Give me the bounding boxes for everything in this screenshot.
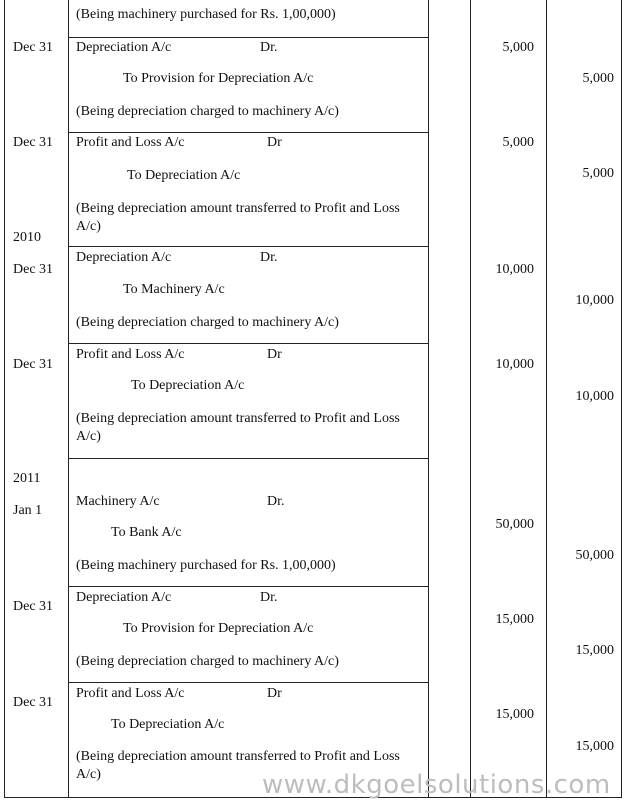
debit-amount: 5,000 <box>502 135 534 150</box>
entry-separator <box>68 37 428 38</box>
debit-account: Profit and Loss A/c <box>76 347 185 362</box>
debit-account: Depreciation A/c <box>76 590 172 605</box>
entry-date: Dec 31 <box>13 262 54 277</box>
credit-account: To Depreciation A/c <box>111 717 225 732</box>
credit-account: To Provision for Depreciation A/c <box>123 71 314 86</box>
debit-amount: 5,000 <box>502 40 534 55</box>
entry-date: Dec 31 <box>13 40 54 55</box>
debit-amount: 50,000 <box>495 517 534 532</box>
entry-narration: (Being depreciation charged to machinery A/c) <box>76 654 339 669</box>
dr-marker: Dr <box>267 347 282 362</box>
entry-separator <box>68 586 428 587</box>
entry-date: Dec 31 <box>13 695 54 710</box>
credit-account: To Depreciation A/c <box>127 168 241 183</box>
column-rule-date <box>68 0 69 798</box>
credit-amount: 5,000 <box>582 166 614 181</box>
credit-amount: 10,000 <box>575 293 614 308</box>
credit-account: To Bank A/c <box>111 525 182 540</box>
dr-marker: Dr. <box>260 590 278 605</box>
debit-account: Depreciation A/c <box>76 250 172 265</box>
credit-amount: 5,000 <box>582 71 614 86</box>
debit-account: Machinery A/c <box>76 494 160 509</box>
entry-date: Dec 31 <box>13 135 54 150</box>
entry-narration: (Being depreciation amount transferred to Profit and Loss A/c) <box>76 411 400 444</box>
watermark: www.dkgoelsolutions.com <box>262 770 611 800</box>
entry-separator <box>68 343 428 344</box>
column-rule-particulars <box>428 0 429 798</box>
debit-amount: 15,000 <box>495 612 534 627</box>
debit-amount: 15,000 <box>495 707 534 722</box>
entry-date: Dec 31 <box>13 357 54 372</box>
dr-marker: Dr. <box>267 494 285 509</box>
credit-amount: 10,000 <box>575 389 614 404</box>
entry-narration: (Being depreciation amount transferred to Profit and Loss A/c) <box>76 201 400 234</box>
credit-amount: 15,000 <box>575 643 614 658</box>
dr-marker: Dr <box>267 135 282 150</box>
credit-amount: 15,000 <box>575 739 614 754</box>
debit-account: Profit and Loss A/c <box>76 686 185 701</box>
dr-marker: Dr. <box>260 40 278 55</box>
entry-narration: (Being depreciation charged to machinery A/c) <box>76 104 339 119</box>
entry-separator <box>68 682 428 683</box>
table-border-right <box>621 0 622 798</box>
dr-marker: Dr. <box>260 250 278 265</box>
entry-narration: (Being machinery purchased for Rs. 1,00,000) <box>76 7 336 22</box>
entry-year: 2011 <box>13 471 41 486</box>
entry-narration: (Being depreciation charged to machinery A/c) <box>76 315 339 330</box>
table-border-left <box>4 0 5 798</box>
entry-separator <box>68 458 428 459</box>
entry-date: Jan 1 <box>13 503 43 518</box>
entry-narration: (Being machinery purchased for Rs. 1,00,000) <box>76 558 336 573</box>
debit-account: Depreciation A/c <box>76 40 172 55</box>
debit-account: Profit and Loss A/c <box>76 135 185 150</box>
dr-marker: Dr <box>267 686 282 701</box>
debit-amount: 10,000 <box>495 357 534 372</box>
credit-account: To Provision for Depreciation A/c <box>123 621 314 636</box>
entry-narration: (Being depreciation amount transferred to Profit and Loss A/c) <box>76 749 400 782</box>
debit-amount: 10,000 <box>495 262 534 277</box>
credit-account: To Machinery A/c <box>123 282 225 297</box>
entry-separator <box>68 132 428 133</box>
entry-year: 2010 <box>13 230 41 245</box>
credit-amount: 50,000 <box>575 548 614 563</box>
column-rule-lf <box>470 0 471 798</box>
entry-separator <box>68 246 428 247</box>
credit-account: To Depreciation A/c <box>131 378 245 393</box>
entry-date: Dec 31 <box>13 599 54 614</box>
